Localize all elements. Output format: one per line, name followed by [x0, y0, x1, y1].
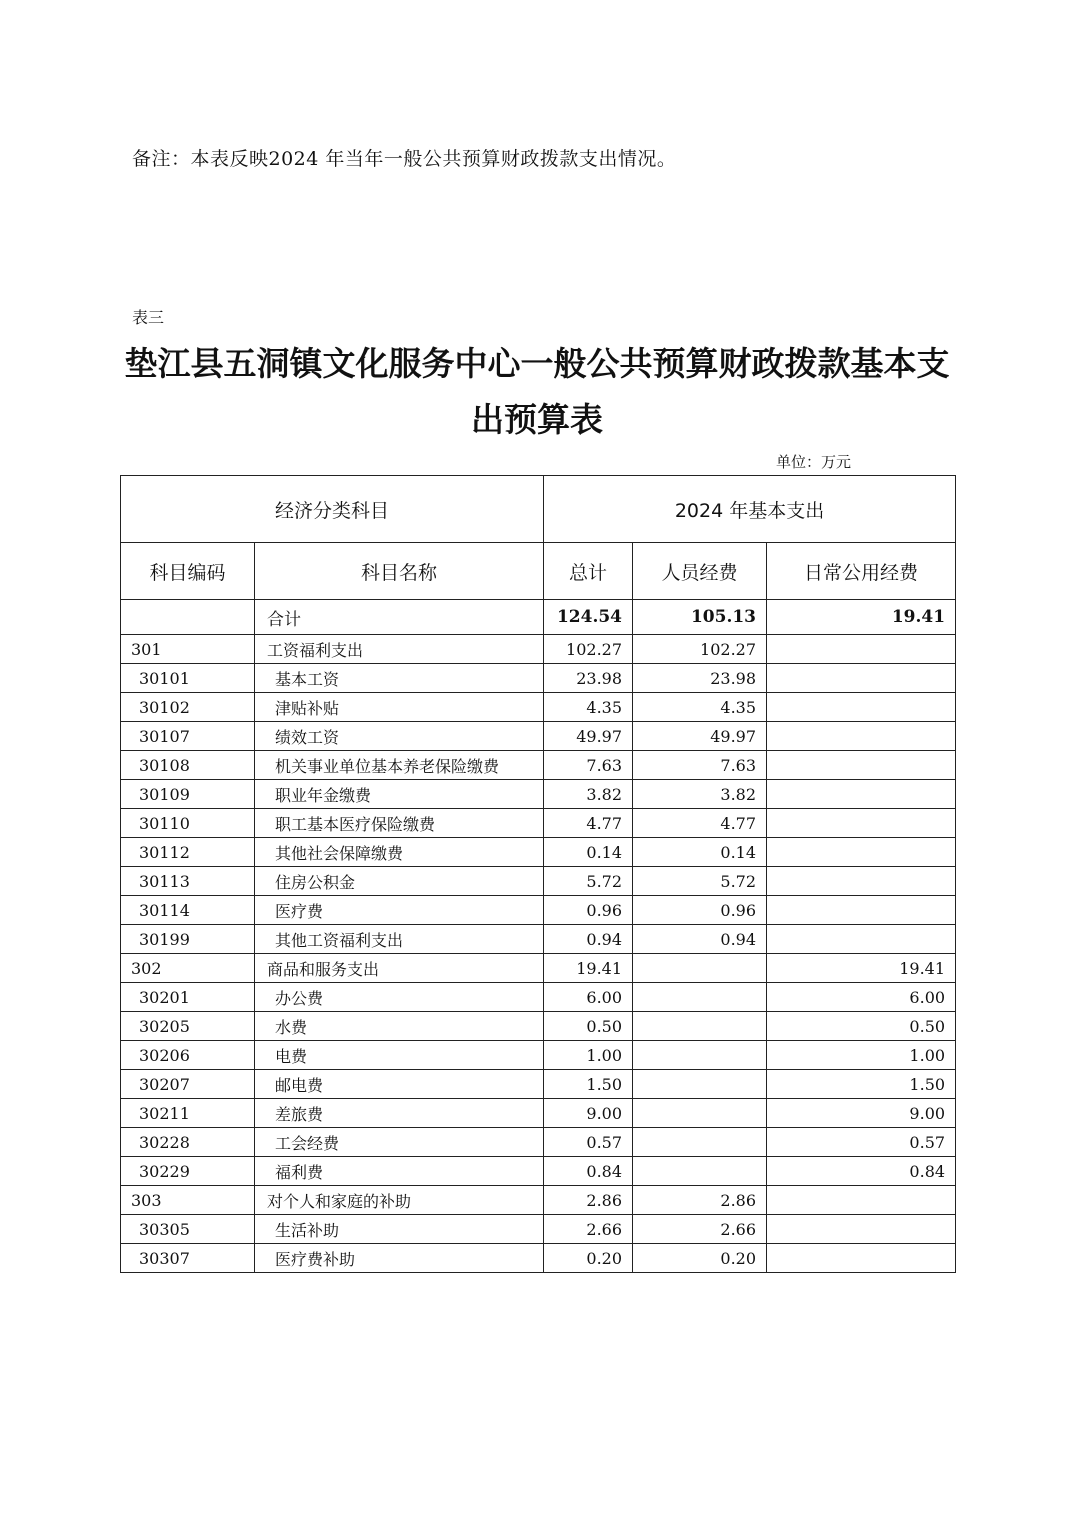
table-row — [121, 751, 956, 780]
row-public: 0.50 — [767, 1012, 956, 1041]
row-public: 0.84 — [767, 1157, 956, 1186]
header-subject-code: 科目编码 — [121, 543, 255, 600]
row-total: 1.00 — [544, 1041, 633, 1070]
row-public — [767, 1215, 956, 1244]
table-row — [121, 1099, 956, 1128]
row-public — [767, 751, 956, 780]
row-personnel: 2.86 — [633, 1186, 767, 1215]
table-row — [121, 983, 956, 1012]
row-personnel — [633, 1128, 767, 1157]
row-public: 9.00 — [767, 1099, 956, 1128]
header-economic-category: 经济分类科目 — [121, 476, 544, 543]
row-total: 0.14 — [544, 838, 633, 867]
row-personnel — [633, 954, 767, 983]
row-total: 0.84 — [544, 1157, 633, 1186]
row-total: 23.98 — [544, 664, 633, 693]
row-personnel — [633, 1157, 767, 1186]
row-total: 4.77 — [544, 809, 633, 838]
table-number: 表三 — [132, 308, 165, 327]
table-row — [121, 838, 956, 867]
row-public — [767, 664, 956, 693]
row-name: 住房公积金 — [255, 867, 544, 896]
row-personnel: 0.20 — [633, 1244, 767, 1273]
row-name: 其他工资福利支出 — [255, 925, 544, 954]
row-code: 30113 — [121, 867, 255, 896]
row-code: 303 — [121, 1186, 255, 1215]
row-personnel — [633, 983, 767, 1012]
table-row — [121, 1186, 956, 1215]
header-subject-name: 科目名称 — [255, 543, 544, 600]
budget-table-body — [121, 476, 956, 1273]
row-name: 津贴补贴 — [255, 693, 544, 722]
row-public — [767, 635, 956, 664]
row-name: 对个人和家庭的补助 — [255, 1186, 544, 1215]
total-code — [121, 600, 255, 635]
row-code: 30102 — [121, 693, 255, 722]
row-name: 基本工资 — [255, 664, 544, 693]
row-name: 办公费 — [255, 983, 544, 1012]
row-name: 商品和服务支出 — [255, 954, 544, 983]
row-code: 30305 — [121, 1215, 255, 1244]
row-total: 0.94 — [544, 925, 633, 954]
row-name: 工资福利支出 — [255, 635, 544, 664]
row-total: 2.86 — [544, 1186, 633, 1215]
row-code: 30110 — [121, 809, 255, 838]
total-public: 19.41 — [767, 600, 956, 635]
row-code: 30109 — [121, 780, 255, 809]
row-total: 2.66 — [544, 1215, 633, 1244]
row-personnel — [633, 1099, 767, 1128]
row-public — [767, 809, 956, 838]
row-public — [767, 722, 956, 751]
row-code: 30307 — [121, 1244, 255, 1273]
remark-note: 备注：本表反映2024 年当年一般公共预算财政拨款支出情况。 — [132, 148, 677, 170]
table-row — [121, 896, 956, 925]
row-public — [767, 867, 956, 896]
table-row — [121, 1041, 956, 1070]
row-public — [767, 896, 956, 925]
header-public-cost: 日常公用经费 — [767, 543, 956, 600]
table-row — [121, 1157, 956, 1186]
row-code: 30211 — [121, 1099, 255, 1128]
row-total: 0.96 — [544, 896, 633, 925]
row-total: 0.57 — [544, 1128, 633, 1157]
row-total: 0.50 — [544, 1012, 633, 1041]
row-public: 0.57 — [767, 1128, 956, 1157]
row-personnel: 4.35 — [633, 693, 767, 722]
row-total: 19.41 — [544, 954, 633, 983]
row-code: 301 — [121, 635, 255, 664]
table-row — [121, 809, 956, 838]
row-name: 福利费 — [255, 1157, 544, 1186]
row-total: 1.50 — [544, 1070, 633, 1099]
table-row — [121, 693, 956, 722]
row-code: 302 — [121, 954, 255, 983]
table-row — [121, 1070, 956, 1099]
row-code: 30108 — [121, 751, 255, 780]
row-total: 3.82 — [544, 780, 633, 809]
table-row — [121, 664, 956, 693]
header-total: 总计 — [544, 543, 633, 600]
row-public — [767, 1244, 956, 1273]
row-public — [767, 1186, 956, 1215]
table-row — [121, 1244, 956, 1273]
row-public: 19.41 — [767, 954, 956, 983]
header-basic-expenditure: 2024 年基本支出 — [544, 476, 956, 543]
header-row-columns — [121, 543, 956, 600]
page-title — [120, 336, 954, 448]
row-personnel: 4.77 — [633, 809, 767, 838]
row-name: 电费 — [255, 1041, 544, 1070]
row-name: 邮电费 — [255, 1070, 544, 1099]
row-code: 30201 — [121, 983, 255, 1012]
row-public — [767, 780, 956, 809]
table-row — [121, 722, 956, 751]
row-code: 30114 — [121, 896, 255, 925]
row-total: 5.72 — [544, 867, 633, 896]
table-row — [121, 925, 956, 954]
table-row — [121, 780, 956, 809]
row-public: 1.00 — [767, 1041, 956, 1070]
row-total: 0.20 — [544, 1244, 633, 1273]
total-personnel: 105.13 — [633, 600, 767, 635]
row-code: 30112 — [121, 838, 255, 867]
row-personnel — [633, 1012, 767, 1041]
row-personnel: 0.14 — [633, 838, 767, 867]
row-personnel: 102.27 — [633, 635, 767, 664]
total-row — [121, 600, 956, 635]
row-code: 30206 — [121, 1041, 255, 1070]
row-code: 30199 — [121, 925, 255, 954]
row-personnel: 23.98 — [633, 664, 767, 693]
row-public — [767, 838, 956, 867]
row-total: 6.00 — [544, 983, 633, 1012]
row-personnel: 5.72 — [633, 867, 767, 896]
row-name: 差旅费 — [255, 1099, 544, 1128]
header-personnel-cost: 人员经费 — [633, 543, 767, 600]
row-public: 1.50 — [767, 1070, 956, 1099]
row-code: 30205 — [121, 1012, 255, 1041]
row-code: 30107 — [121, 722, 255, 751]
row-public — [767, 925, 956, 954]
row-total: 9.00 — [544, 1099, 633, 1128]
row-personnel — [633, 1070, 767, 1099]
row-name: 生活补助 — [255, 1215, 544, 1244]
table-row — [121, 1215, 956, 1244]
row-code: 30207 — [121, 1070, 255, 1099]
title-line-2: 出预算表 — [471, 400, 603, 439]
row-name: 其他社会保障缴费 — [255, 838, 544, 867]
total-total: 124.54 — [544, 600, 633, 635]
total-label: 合计 — [255, 600, 544, 635]
row-total: 4.35 — [544, 693, 633, 722]
row-personnel: 49.97 — [633, 722, 767, 751]
row-name: 医疗费补助 — [255, 1244, 544, 1273]
row-personnel — [633, 1041, 767, 1070]
row-code: 30228 — [121, 1128, 255, 1157]
row-public — [767, 693, 956, 722]
table-row — [121, 635, 956, 664]
header-row-group — [121, 476, 956, 543]
row-name: 工会经费 — [255, 1128, 544, 1157]
table-row — [121, 1128, 956, 1157]
row-personnel: 7.63 — [633, 751, 767, 780]
row-public: 6.00 — [767, 983, 956, 1012]
table-row — [121, 954, 956, 983]
unit-label: 单位：万元 — [776, 453, 852, 471]
row-total: 7.63 — [544, 751, 633, 780]
title-line-1: 垫江县五洞镇文化服务中心一般公共预算财政拨款基本支 — [124, 344, 950, 383]
table-row — [121, 867, 956, 896]
row-personnel: 2.66 — [633, 1215, 767, 1244]
row-total: 102.27 — [544, 635, 633, 664]
row-name: 机关事业单位基本养老保险缴费 — [255, 751, 544, 780]
row-code: 30101 — [121, 664, 255, 693]
row-name: 职工基本医疗保险缴费 — [255, 809, 544, 838]
row-name: 绩效工资 — [255, 722, 544, 751]
row-personnel: 3.82 — [633, 780, 767, 809]
row-name: 医疗费 — [255, 896, 544, 925]
row-code: 30229 — [121, 1157, 255, 1186]
budget-table — [120, 475, 956, 1273]
table-row — [121, 1012, 956, 1041]
row-total: 49.97 — [544, 722, 633, 751]
row-name: 职业年金缴费 — [255, 780, 544, 809]
row-personnel: 0.94 — [633, 925, 767, 954]
row-name: 水费 — [255, 1012, 544, 1041]
row-personnel: 0.96 — [633, 896, 767, 925]
